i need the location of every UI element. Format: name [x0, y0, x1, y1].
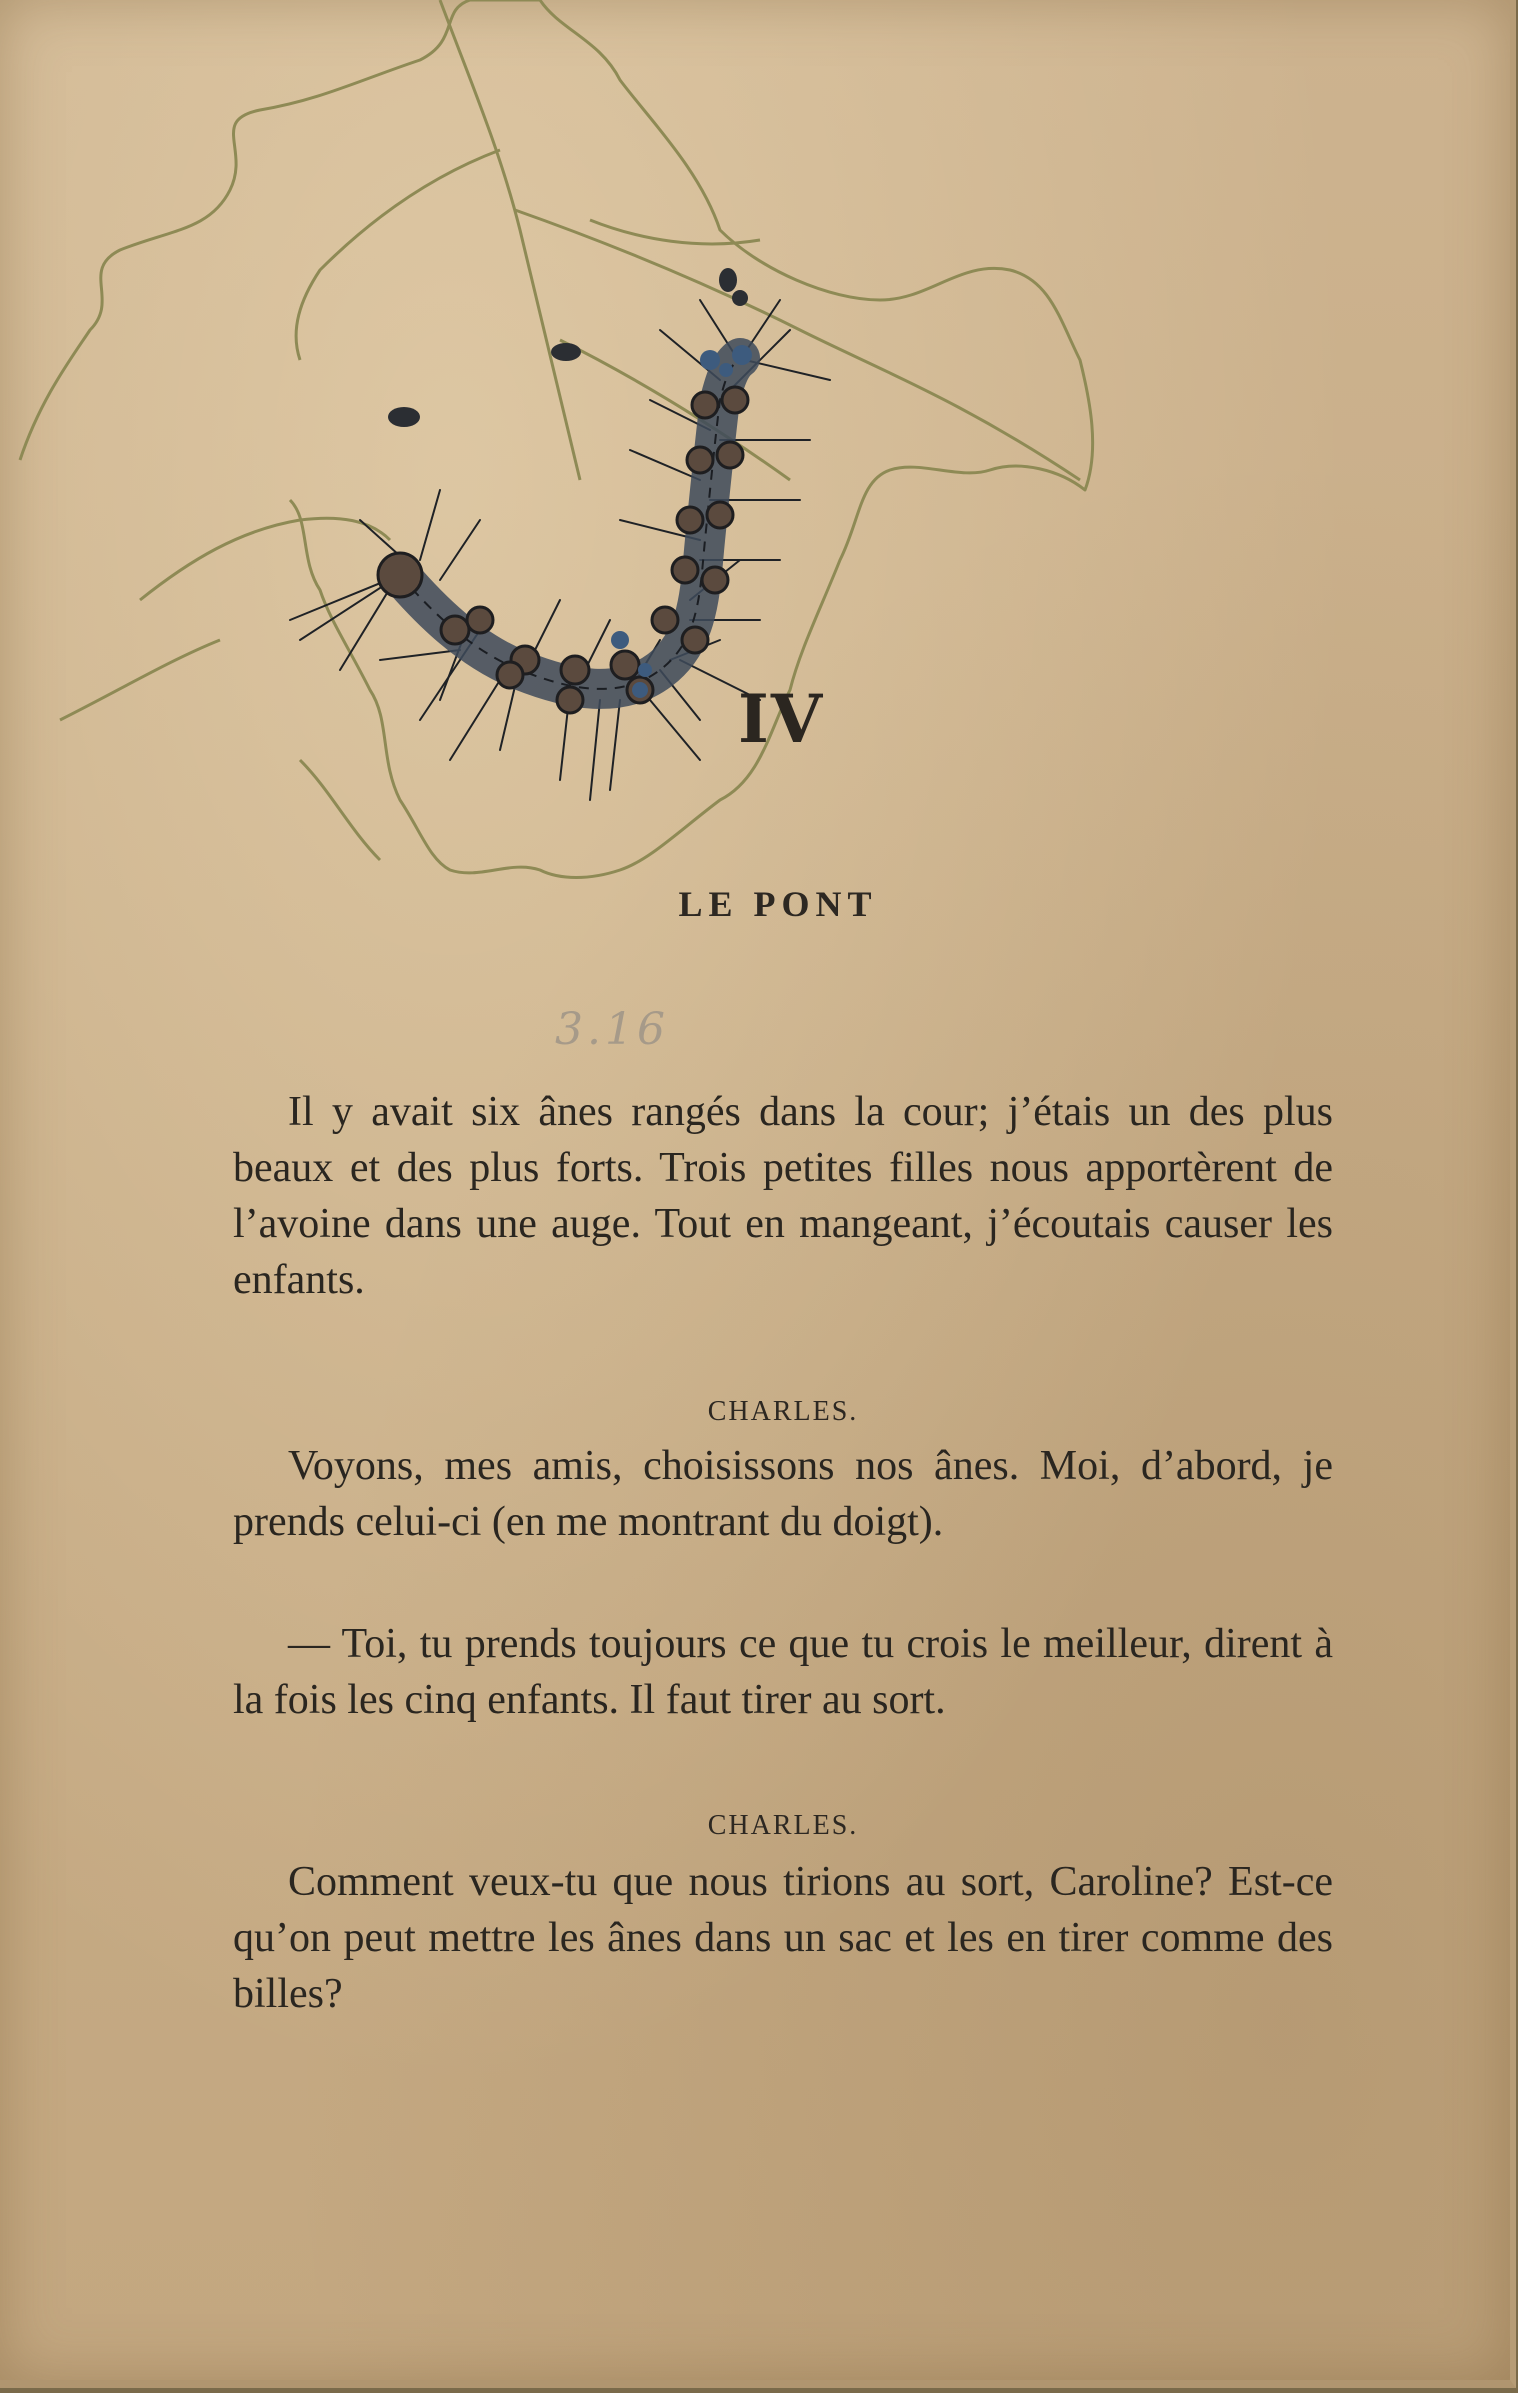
paragraph-text: Il y avait six ânes rangés dans la cour; j’étais un des plus beaux et des plus forts. Trois petites filles nous apportèrent de l’avoine dans une auge. Tout en mangeant, j’écoutais causer les enfants. — [233, 1089, 1333, 1303]
paragraph-text: Voyons, mes amis, choisissons nos ânes. Moi, d’abord, je prends celui-ci (en me montrant du doigt). — [233, 1443, 1333, 1545]
paragraph-2 — [233, 1438, 1333, 1550]
speaker-label-charles: CHARLES. — [707, 1396, 859, 1427]
caterpillar-leaf-illustration — [0, 0, 1518, 920]
paragraph-1 — [233, 1084, 1333, 1308]
paragraph-3 — [233, 1616, 1333, 1728]
paragraph-text: Comment veux-tu que nous tirions au sort, Caroline? Est-ce qu’on peut mettre les ânes dans un sac et les en tirer comme des billes? — [233, 1859, 1333, 2017]
oak-leaf-drawing — [20, 0, 1093, 878]
paragraph-text: — Toi, tu prends toujours ce que tu crois le meilleur, dirent à la fois les cinq enfants. Il faut tirer au sort. — [233, 1621, 1333, 1723]
chapter-title: LE PONT — [678, 884, 878, 924]
handwritten-pencil-note: 3.16 — [555, 1004, 669, 1055]
speaker-label-charles-2: CHARLES. — [707, 1810, 859, 1841]
chapter-number: IV — [738, 680, 825, 758]
paragraph-4 — [233, 1854, 1333, 2022]
